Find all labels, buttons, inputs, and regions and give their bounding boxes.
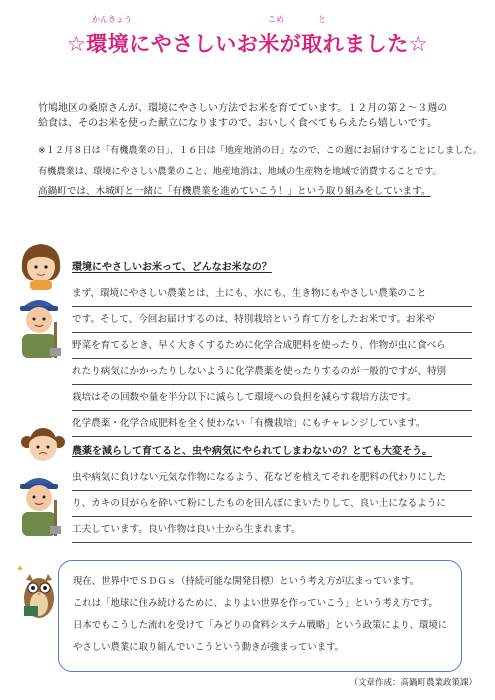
intro-paragraph <box>38 101 468 131</box>
body-line: り、カキの貝がらを砕いて粉にしたものを田んぼにまいたりして、良い土になるように <box>72 491 472 517</box>
body-line: まず、環境にやさしい農業とは、土にも、水にも、生き物にもやさしい農業のこと <box>72 281 472 307</box>
section-pest-control-body <box>72 465 472 543</box>
title-furigana <box>0 14 495 26</box>
section-eco-rice-body <box>72 281 472 437</box>
body-line: 野菜を育てるとき、早く大きくするために化学合成肥料を使ったり、作物が虫に食べら <box>72 333 472 359</box>
svg-text:✦: ✦ <box>16 564 25 575</box>
intro-policy: 高鍋町では、木城町と一緒に「有機農業を進めていこう！」という取り組みをしています。 <box>38 186 431 197</box>
farmer-illustration <box>14 470 64 536</box>
intro-note-2: 有機農業は、環境にやさしい農業のこと、地産地消は、地域の生産物を地域で消費することです。 <box>38 166 442 177</box>
body-line: 虫や病気に負けない元気な作物になるよう、花などを植えてそれを肥料の代わりにした <box>72 465 472 491</box>
section-eco-rice <box>72 258 472 437</box>
page-title: ☆環境にやさしいお米が取れました☆ <box>66 32 429 56</box>
title-ruby-kankyou: かんきょう <box>92 15 132 24</box>
intro-section <box>38 101 482 213</box>
body-line: 工夫しています。良い作物は良い土から生まれます。 <box>72 517 472 543</box>
author-credit: （文章作成：高鍋町農業政策課） <box>349 678 477 688</box>
box-line: 日本でもこうした流れを受けて「みどりの食料システム戦略」という政策により、環境に <box>73 620 448 631</box>
sdgs-info-box <box>58 560 462 672</box>
box-line: 現在、世界中でＳＤＧｓ（持続可能な開発目標）という考え方が広まっています。 <box>73 576 420 587</box>
owl-teacher-illustration <box>14 562 60 622</box>
box-line: やさしい農業に取り組んでいこうという動きが強まっています。 <box>73 642 345 653</box>
body-line: です。そして、今回お届けするのは、特別栽培という育て方をしたお米です。お米や <box>72 307 472 333</box>
intro-line-1: 竹鳩地区の桑原さんが、環境にやさしい方法でお米を育てています。１２月の第２～３週の <box>38 103 448 114</box>
section-eco-rice-question: 環境にやさしいお米って、どんなお米なの？ <box>72 262 272 273</box>
girl-pigtails-illustration <box>20 424 66 466</box>
body-line: れたり病気にかかったりしないように化学農薬を使ったりするのが一般的ですが、特別 <box>72 359 472 385</box>
section-pest-control <box>72 442 472 543</box>
intro-note-1: ※１２月８日は「有機農業の日」、１６日は「地産地消の日」なので、この週にお届けすることにしました。 <box>38 145 482 156</box>
farmer-illustration <box>14 292 64 358</box>
girl-illustration <box>18 240 64 290</box>
body-line: 栽培はその回数や量を半分以下に減らして環境への負担を減らす栽培方法です。 <box>72 385 472 411</box>
intro-line-2: 給食は、そのお米を使った献立になりますので、おいしく食べてもらえたら嬉しいです。 <box>38 118 437 129</box>
title-ruby-to: と <box>318 15 326 24</box>
section-pest-control-question: 農薬を減らして育てると、虫や病気にやられてしまわないの？とても大変そう。 <box>72 446 432 457</box>
body-line: 化学農薬・化学合成肥料を全く使わない「有機栽培」にもチャレンジしています。 <box>72 411 472 437</box>
title-ruby-kome: こめ <box>268 15 284 24</box>
box-line: これは「地球に住み続けるために、よりよい世界を作っていこう」という考え方です。 <box>73 598 438 609</box>
